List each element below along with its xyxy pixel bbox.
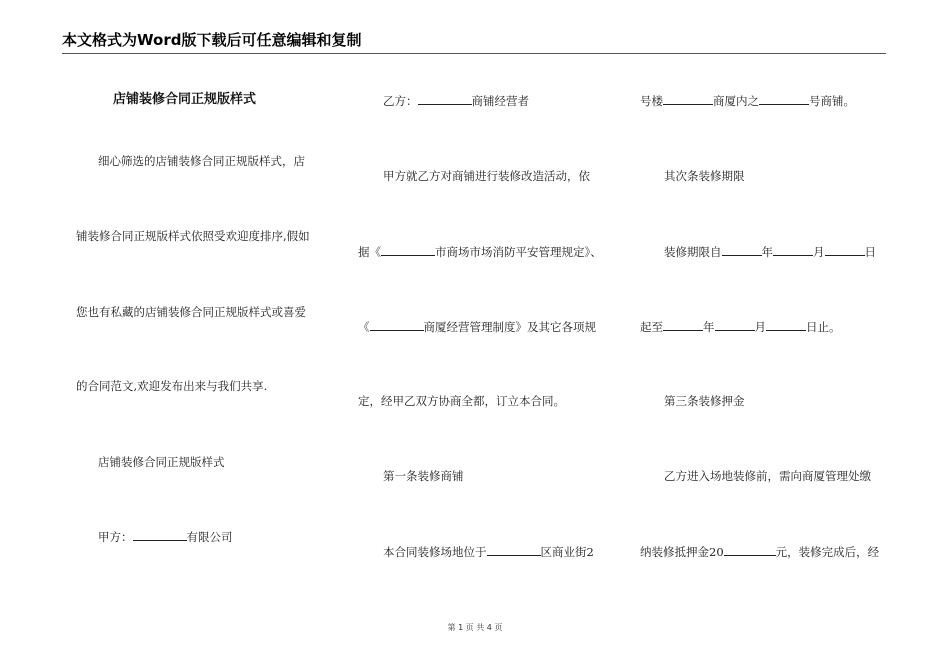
mall-label: 商厦内之	[713, 94, 759, 108]
intro-line-4: 的合同范文,欢迎发布出来与我们共享.	[76, 379, 268, 393]
start-year-blank	[722, 243, 762, 256]
preamble-line-3-suffix: 商厦经营管理制度》及其它各项规	[423, 320, 596, 334]
article-1-line-1-suffix: 区商业街2	[540, 545, 594, 559]
intro-line-3: 您也有私藏的店铺装修合同正规版样式或喜爱	[76, 305, 306, 319]
end-day-blank	[766, 318, 806, 331]
period-start-line	[664, 243, 876, 260]
page-number: 第 1 页 共 4 页	[447, 623, 503, 632]
document-title: 店铺装修合同正规版样式	[113, 92, 257, 107]
article-1-line-1-prefix: 本合同装修场地位于	[383, 545, 487, 559]
preamble-line-3-prefix: 《	[358, 320, 370, 334]
building-label: 号楼	[640, 94, 663, 108]
party-b-suffix: 商铺经营者	[471, 94, 529, 108]
end-day-label: 日止。	[806, 320, 841, 334]
preamble-line-2-prefix: 据《	[358, 245, 381, 259]
start-month-blank	[773, 243, 813, 256]
end-year-label: 年	[703, 320, 715, 334]
deposit-amount-blank	[724, 543, 776, 556]
start-day-blank	[825, 243, 865, 256]
end-year-blank	[663, 318, 703, 331]
header-divider	[62, 53, 886, 54]
article-3-title: 第三条装修押金	[664, 394, 745, 408]
period-end-label: 起至	[640, 320, 663, 334]
party-a-label: 甲方：	[98, 530, 133, 544]
document-header: 本文格式为Word版下载后可任意编辑和复制	[62, 31, 362, 49]
article-2-title: 其次条装修期限	[664, 169, 745, 183]
preamble-line-2-suffix: 市商场市场消防平安管理规定》、	[435, 245, 602, 259]
party-b-blank	[418, 92, 472, 105]
deposit-line-1: 乙方进入场地装修前，需向商厦管理处缴	[664, 469, 871, 483]
start-month-label: 月	[813, 245, 825, 259]
district-blank	[487, 543, 541, 556]
party-a-line	[98, 528, 233, 545]
party-a-blank	[133, 528, 187, 541]
end-month-blank	[715, 318, 755, 331]
article-1-title: 第一条装修商铺	[383, 469, 464, 483]
shop-location-line	[640, 92, 855, 109]
deposit-line-2	[640, 543, 879, 560]
article-1-line-1	[383, 543, 594, 560]
start-day-label: 日	[864, 245, 876, 259]
period-end-line	[640, 318, 841, 335]
end-month-label: 月	[754, 320, 766, 334]
intro-line-2: 铺装修合同正规版样式依照受欢迎度排序,假如	[76, 229, 310, 243]
building-blank	[663, 92, 713, 105]
start-year-label: 年	[761, 245, 773, 259]
mall-blank	[370, 318, 424, 331]
party-b-label: 乙方：	[383, 94, 418, 108]
period-start-label: 装修期限自	[664, 245, 722, 259]
deposit-line-2-suffix: 元，装修完成后，经	[775, 545, 880, 559]
party-a-suffix: 有限公司	[186, 530, 233, 544]
preamble-line-3	[358, 318, 596, 335]
intro-line-1: 细心筛选的店铺装修合同正规版样式，店	[98, 154, 305, 168]
party-b-line	[383, 92, 529, 109]
preamble-line-2	[358, 243, 602, 260]
preamble-line-1: 甲方就乙方对商铺进行装修改造活动，依	[383, 169, 590, 183]
shop-number-blank	[759, 92, 809, 105]
contract-subtitle: 店铺装修合同正规版样式	[98, 455, 225, 469]
shop-label: 号商铺。	[809, 94, 855, 108]
city-blank	[381, 243, 435, 256]
preamble-line-4: 定，经甲乙双方协商全都，订立本合同。	[358, 394, 565, 408]
deposit-amount-label: 纳装修抵押金20	[640, 545, 724, 559]
